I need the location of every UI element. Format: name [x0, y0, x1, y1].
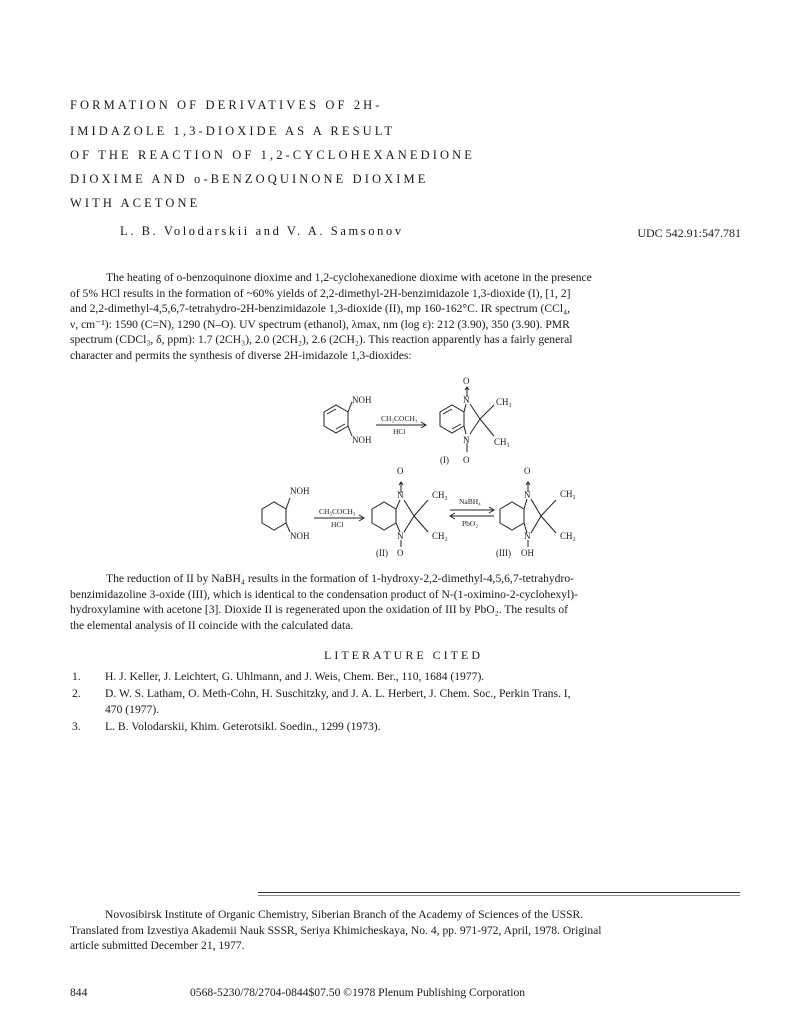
paragraph-line: The reduction of II by NaBH₄ results in the formation of 1-hydroxy-2,2-dimethyl-4,5,6,7-tetrahydro-	[106, 572, 574, 585]
paragraph-line: of 5% HCl results in the formation of ~60% yields of 2,2-dimethyl-2H-benzimidazole 1,3-dioxide (I), [1, 2]	[70, 286, 571, 300]
ch3-label: CH₃	[494, 437, 510, 447]
noh-label: NOH	[352, 435, 372, 445]
page-number: 844	[70, 986, 88, 999]
noh-label: NOH	[290, 486, 310, 496]
nitrogen-label: N	[524, 531, 531, 541]
footer-rule	[258, 892, 740, 893]
title-line: WITH ACETONE	[70, 196, 201, 210]
oxygen-label: O	[524, 466, 531, 476]
reagent-label: PbO₂	[462, 519, 478, 528]
title-line: DIOXIME AND o-BENZOQUINONE DIOXIME	[70, 172, 429, 186]
nitrogen-label: N	[397, 490, 404, 500]
compound-label: (III)	[496, 548, 511, 558]
reference-number: 2.	[72, 687, 81, 700]
footer-line: Novosibirsk Institute of Organic Chemistry, Siberian Branch of the Academy of Sciences of the USSR.	[105, 908, 584, 921]
oxygen-label: O	[397, 548, 404, 558]
title-line: FORMATION OF DERIVATIVES OF 2H-	[70, 98, 383, 112]
noh-label: NOH	[352, 395, 372, 405]
footer-rule	[258, 895, 740, 896]
ch3-label: CH₃	[432, 490, 448, 500]
reference-number: 1.	[72, 670, 81, 683]
oxygen-label: O	[463, 376, 470, 386]
oxygen-label: O	[463, 455, 470, 465]
paragraph-line: ν, cm⁻¹): 1590 (C=N), 1290 (N–O). UV spectrum (ethanol), λmax, nm (log ε): 212 (3.90), 350 (3.90). PMR	[70, 317, 570, 331]
oxygen-label: O	[397, 466, 404, 476]
body-paragraph	[70, 571, 740, 633]
reagent-label: HCl	[331, 520, 344, 529]
udc-code: UDC 542.91:547.781	[637, 226, 741, 240]
reference-text: 470 (1977).	[105, 703, 160, 716]
ch3-label: CH₃	[560, 531, 576, 541]
reactant-2-structure	[262, 498, 290, 532]
reagent-label: CH₃COCH₃	[319, 507, 356, 516]
paragraph-line: hydroxylamine with acetone [3]. Dioxide II is regenerated upon the oxidation of III by PbO₂. The results of	[70, 603, 569, 617]
paragraph-line: character and permits the synthesis of diverse 2H-imidazole 1,3-dioxides:	[70, 348, 412, 362]
nitrogen-label: N	[524, 490, 531, 500]
reference-text: D. W. S. Latham, O. Meth-Cohn, H. Suschitzky, and J. A. L. Herbert, J. Chem. Soc., Perkin Trans. I,	[105, 687, 571, 700]
footer-line: Translated from Izvestiya Akademii Nauk SSSR, Seriya Khimicheskaya, No. 4, pp. 971-972, April, 1978. Original	[70, 923, 602, 937]
paragraph-line: and 2,2-dimethyl-4,5,6,7-tetrahydro-2H-benzimidazole 1,3-dioxide (II), mp 160-162°C. IR spectrum (CCl₄,	[70, 302, 571, 316]
paragraph-line: The heating of o-benzoquinone dioxime and 1,2-cyclohexanedione dioxime with acetone in the presence	[106, 271, 592, 284]
reference-number: 3.	[72, 720, 81, 733]
paragraph-line: benzimidazoline 3-oxide (III), which is identical to the condensation product of N-(1-oximino-2-cyclohexyl)-	[70, 587, 579, 601]
noh-label: NOH	[290, 531, 310, 541]
reference-text: L. B. Volodarskii, Khim. Geterotsikl. Soedin., 1299 (1973).	[105, 720, 381, 733]
ch3-label: CH₃	[496, 397, 512, 407]
reagent-label: NaBH₄	[459, 497, 481, 506]
authors: L. B. Volodarskii and V. A. Samsonov	[120, 224, 404, 238]
reactant-1-structure	[324, 402, 352, 436]
nitrogen-label: N	[463, 435, 470, 445]
literature-heading: LITERATURE CITED	[324, 648, 483, 662]
reagent-label: HCl	[393, 427, 406, 436]
paragraph-line: spectrum (CDCl₃, δ, ppm): 1.7 (2CH₃), 2.0 (2CH₂), 2.6 (2CH₂). This reaction apparently has a fairly general	[70, 333, 573, 347]
paragraph-line: the elemental analysis of II coincide with the calculated data.	[70, 618, 354, 632]
ch3-label: CH₃	[560, 489, 576, 499]
title-line: OF THE REACTION OF 1,2-CYCLOHEXANEDIONE	[70, 148, 476, 162]
affiliation-note	[70, 907, 602, 954]
title-line: IMIDAZOLE 1,3-DIOXIDE AS A RESULT	[70, 124, 396, 138]
ch3-label: CH₃	[432, 531, 448, 541]
nitrogen-label: N	[463, 395, 470, 405]
nitrogen-label: N	[397, 531, 404, 541]
compound-label: (II)	[376, 548, 388, 558]
footer-line: article submitted December 21, 1977.	[70, 939, 245, 953]
reference-text: H. J. Keller, J. Leichtert, G. Uhlmann, and J. Weis, Chem. Ber., 110, 1684 (1977).	[105, 670, 485, 683]
copyright-line: 0568-5230/78/2704-0844$07.50 ©1978 Plenum Publishing Corporation	[190, 986, 526, 999]
compound-label: (I)	[440, 455, 449, 465]
hydroxyl-label: OH	[521, 548, 534, 558]
reagent-label: CH₃COCH₃	[381, 414, 418, 423]
